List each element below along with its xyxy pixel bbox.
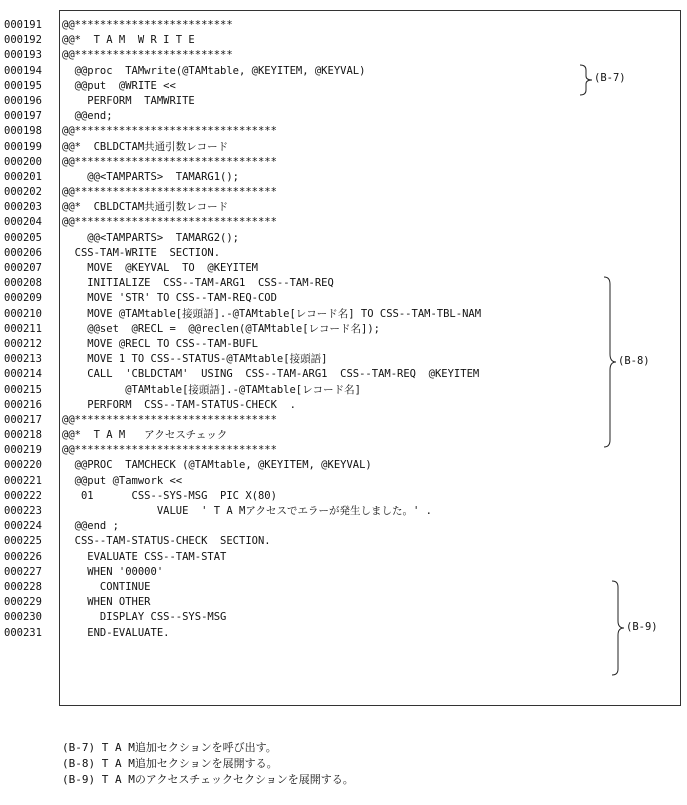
line-number: 000200 (4, 155, 42, 168)
code-line: @@end ; (62, 520, 119, 533)
line-number: 000201 (4, 170, 42, 183)
code-line: @@<TAMPARTS> TAMARG2(); (62, 231, 240, 244)
line-number: 000202 (4, 186, 42, 199)
code-line: WHEN OTHER (62, 596, 151, 609)
line-number: 000225 (4, 535, 42, 548)
line-number: 000212 (4, 337, 42, 350)
line-number: 000226 (4, 550, 42, 563)
code-line: MOVE 1 TO CSS--STATUS-@TAMtable[接頭語] (62, 353, 328, 366)
code-line: @@******************************** (62, 125, 277, 138)
brace-b7-icon (578, 64, 594, 96)
code-line: MOVE @KEYVAL TO @KEYITEM (62, 262, 258, 274)
footnote-b9: (B-9) T A Mのアクセスチェックセクションを展開する。 (62, 773, 354, 786)
line-number: 000209 (4, 292, 42, 305)
line-number: 000216 (4, 398, 42, 411)
line-number: 000231 (4, 626, 42, 639)
code-line: PERFORM CSS--TAM-STATUS-CHECK . (62, 398, 296, 411)
brace-label-b7: (B-7) (594, 72, 626, 84)
code-line: @@PROC TAMCHECK (@TAMtable, @KEYITEM, @KEYVAL) (62, 459, 372, 472)
line-number: 000194 (4, 64, 42, 77)
code-line: CALL 'CBLDCTAM' USING CSS--TAM-ARG1 CSS--TAM-REQ @KEYITEM (62, 368, 480, 381)
line-number: 000227 (4, 565, 42, 578)
code-line: @@set @RECL = @@reclen(@TAMtable[レコード名]); (62, 322, 381, 335)
code-line: @@put @Tamwork << (62, 474, 183, 487)
line-number: 000203 (4, 201, 42, 214)
line-number: 000208 (4, 277, 42, 290)
code-line: @@put @WRITE << (62, 79, 176, 92)
line-number: 000228 (4, 580, 42, 593)
line-number: 000195 (4, 79, 42, 92)
line-number: 000224 (4, 520, 42, 533)
line-number: 000213 (4, 353, 42, 366)
code-line: MOVE @RECL TO CSS--TAM-BUFL (62, 337, 258, 350)
code-line: @@************************* (62, 19, 233, 31)
line-number: 000205 (4, 231, 42, 244)
code-line: 01 CSS--SYS-MSG PIC X(80) (62, 489, 277, 502)
line-number-column (4, 18, 42, 641)
line-number: 000230 (4, 611, 42, 624)
code-line: END-EVALUATE. (62, 626, 170, 639)
code-line: @@******************************** (62, 186, 277, 199)
brace-label-b8: (B-8) (618, 355, 650, 367)
line-number: 000196 (4, 94, 42, 107)
code-line: CONTINUE (62, 580, 151, 593)
line-number: 000220 (4, 459, 42, 472)
code-line: @@proc TAMwrite(@TAMtable, @KEYITEM, @KEYVAL) (62, 64, 366, 77)
code-line: @@* T A M W R I T E (62, 34, 195, 47)
line-number: 000193 (4, 49, 42, 62)
line-number: 000204 (4, 216, 42, 229)
line-number: 000207 (4, 262, 42, 274)
line-number: 000217 (4, 413, 42, 426)
brace-b8-icon (602, 276, 618, 448)
code-line: EVALUATE CSS--TAM-STAT (62, 550, 227, 563)
code-line: @@* CBLDCTAM共通引数レコード (62, 140, 229, 153)
line-number: 000192 (4, 34, 42, 47)
code-line: @TAMtable[接頭語].-@TAMtable[レコード名] (62, 383, 361, 396)
line-number: 000218 (4, 429, 42, 442)
brace-b9-icon (610, 580, 626, 676)
code-line: DISPLAY CSS--SYS-MSG (62, 611, 227, 624)
line-number: 000210 (4, 307, 42, 320)
code-line: PERFORM TAMWRITE (62, 94, 195, 107)
code-line: @@******************************** (62, 444, 277, 457)
code-line: @@* CBLDCTAM共通引数レコード (62, 201, 229, 214)
line-number: 000223 (4, 505, 42, 517)
line-number: 000215 (4, 383, 42, 396)
code-line: @@end; (62, 110, 113, 123)
line-number: 000198 (4, 125, 42, 138)
code-line: @@******************************** (62, 216, 277, 229)
line-number: 000222 (4, 489, 42, 502)
code-line: @@* T A M アクセスチェック (62, 429, 228, 442)
line-number: 000219 (4, 444, 42, 457)
code-line: CSS-TAM-WRITE SECTION. (62, 246, 221, 259)
line-number: 000221 (4, 474, 42, 487)
line-number: 000191 (4, 19, 42, 31)
footnote-b7: (B-7) T A M追加セクションを呼び出す。 (62, 741, 277, 754)
line-number: 000214 (4, 368, 42, 381)
code-listing (62, 18, 481, 641)
line-number: 000229 (4, 596, 42, 609)
line-number: 000197 (4, 110, 42, 123)
footnote-b8: (B-8) T A M追加セクションを展開する。 (62, 757, 278, 770)
line-number: 000206 (4, 246, 42, 259)
footnotes (62, 740, 354, 788)
code-line: @@************************* (62, 49, 233, 62)
line-number: 000211 (4, 322, 42, 335)
code-line: @@<TAMPARTS> TAMARG1(); (62, 170, 240, 183)
code-line: @@******************************** (62, 413, 277, 426)
code-line: INITIALIZE CSS--TAM-ARG1 CSS--TAM-REQ (62, 277, 334, 290)
code-line: CSS--TAM-STATUS-CHECK SECTION. (62, 535, 271, 548)
code-line: @@******************************** (62, 155, 277, 168)
code-line: WHEN '00000' (62, 565, 164, 578)
code-line: VALUE ' T A Mアクセスでエラーが発生しました。' . (62, 505, 432, 517)
code-line: MOVE 'STR' TO CSS--TAM-REQ-COD (62, 292, 277, 305)
brace-label-b9: (B-9) (626, 621, 658, 633)
line-number: 000199 (4, 140, 42, 153)
code-line: MOVE @TAMtable[接頭語].-@TAMtable[レコード名] TO CSS--TAM-TBL-NAM (62, 307, 482, 320)
